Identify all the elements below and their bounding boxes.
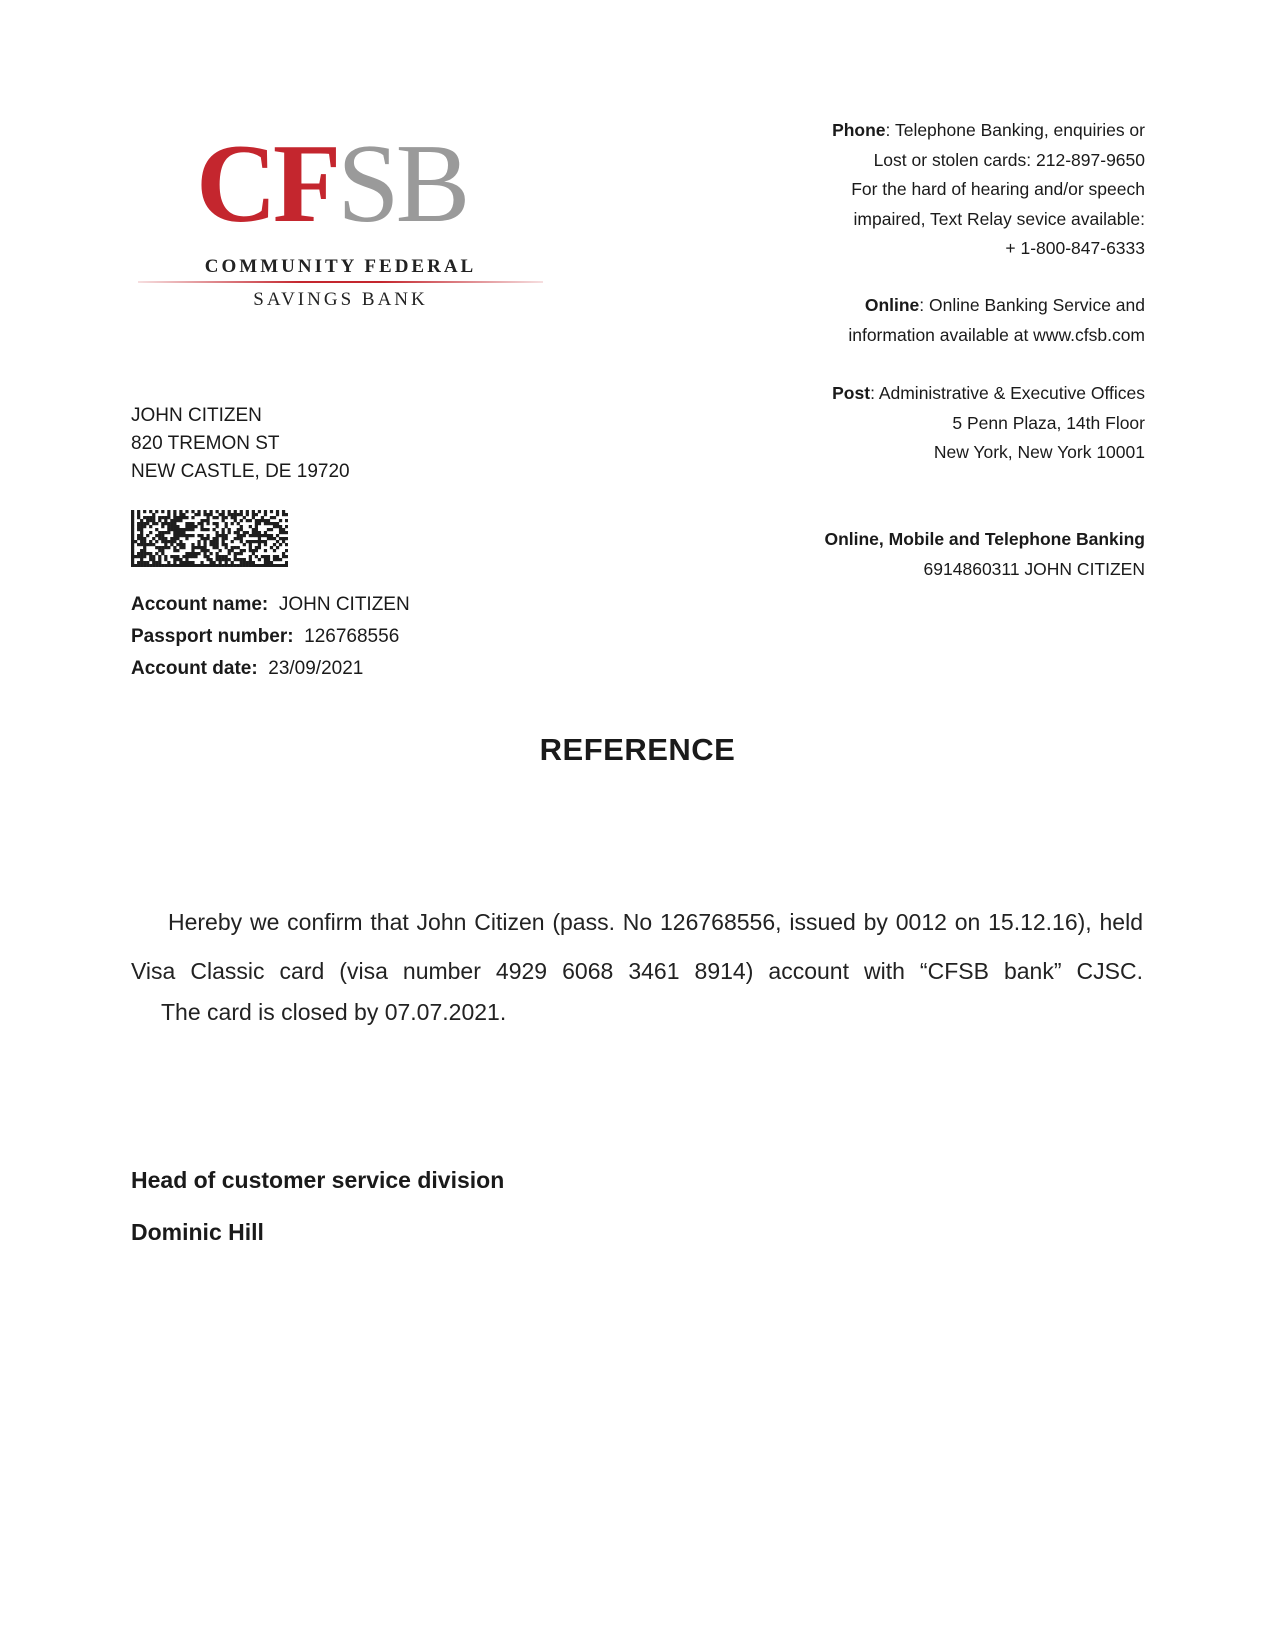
post-line: New York, New York 10001	[933, 442, 1145, 462]
online-label: Online	[864, 295, 920, 315]
logo-mark-gray: SB	[337, 122, 467, 246]
passport-number-label: Passport number:	[131, 626, 294, 647]
banking-account-line: 6914860311 JOHN CITIZEN	[923, 558, 1145, 579]
contact-online-block	[625, 291, 1145, 350]
logo-line-community-federal: COMMUNITY FEDERAL	[204, 256, 477, 277]
address-street: 820 TREMON ST	[131, 433, 280, 454]
account-name-value: JOHN CITIZEN	[278, 594, 410, 615]
account-date-value: 23/09/2021	[268, 658, 364, 679]
recipient-address	[131, 402, 350, 486]
account-name-label: Account name:	[131, 594, 269, 615]
address-name: JOHN CITIZEN	[131, 405, 262, 426]
account-name-row	[131, 589, 410, 621]
body-paragraph: Hereby we confirm that John Citizen (pass. No 126768556, issued by 0012 on 15.12.16), held Visa Classic card (visa number 4929 6068 3461 8914) account with “CFSB bank” CJSC.	[131, 909, 1143, 984]
document-title: REFERENCE	[539, 732, 736, 767]
passport-number-value: 126768556	[304, 626, 400, 647]
contact-phone-block	[625, 116, 1145, 264]
logo-mark-red: CF	[196, 122, 338, 246]
banking-heading: Online, Mobile and Telephone Banking	[824, 529, 1145, 549]
phone-line: For the hard of hearing and/or speech	[851, 179, 1145, 199]
phone-label: Phone	[832, 120, 886, 140]
account-date-row	[131, 653, 410, 685]
post-label: Post	[832, 383, 871, 403]
signatory-name: Dominic Hill	[131, 1219, 264, 1245]
account-info	[131, 589, 410, 685]
body-paragraph-closing: The card is closed by 07.07.2021.	[161, 999, 507, 1025]
online-line: : Online Banking Service and	[919, 295, 1145, 315]
logo-divider	[138, 281, 543, 283]
phone-line: Lost or stolen cards: 212-897-9650	[873, 149, 1145, 170]
barcode-icon	[131, 510, 288, 567]
online-line: information available at www.cfsb.com	[848, 324, 1145, 345]
signatory-position: Head of customer service division	[131, 1167, 505, 1193]
address-city: NEW CASTLE, DE 19720	[131, 461, 350, 482]
phone-line: impaired, Text Relay sevice available:	[853, 208, 1145, 229]
post-line: 5 Penn Plaza, 14th Floor	[952, 412, 1145, 433]
post-line: : Administrative & Executive Offices	[870, 383, 1145, 403]
phone-line: + 1-800-847-6333	[1005, 238, 1145, 258]
logo-mark	[196, 122, 467, 246]
logo-line-savings-bank: SAVINGS BANK	[253, 289, 428, 310]
passport-number-row	[131, 621, 410, 653]
contact-banking-block	[625, 525, 1145, 584]
phone-line: : Telephone Banking, enquiries or	[885, 120, 1145, 140]
account-date-label: Account date:	[131, 658, 258, 679]
bank-logo	[138, 122, 543, 318]
contact-post-block	[625, 379, 1145, 468]
